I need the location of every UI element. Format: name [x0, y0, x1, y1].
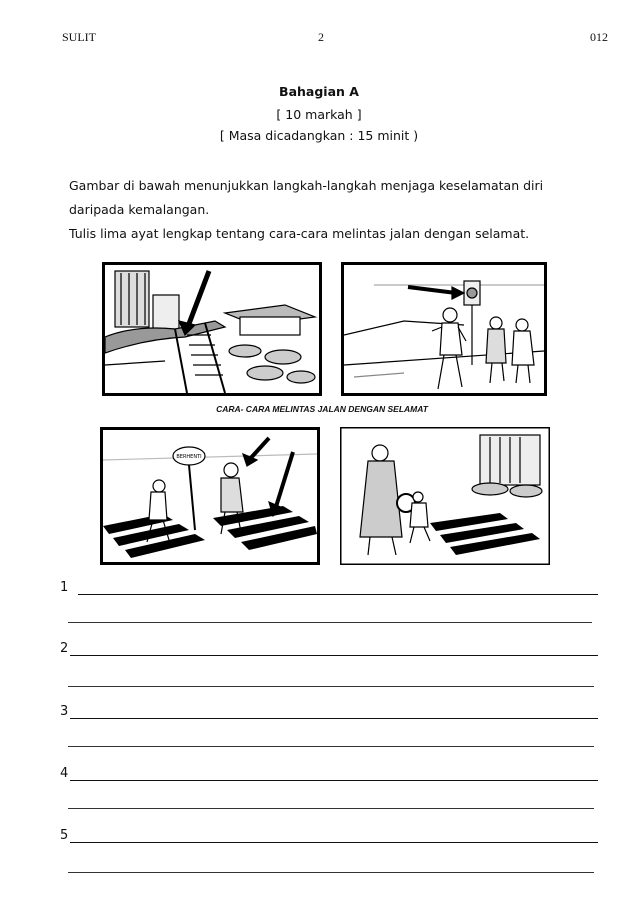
page-number: 2: [318, 30, 324, 44]
picture-crossing-guard: [100, 427, 320, 565]
answer-line-4b[interactable]: [68, 808, 594, 809]
answer-line-1b[interactable]: [68, 622, 592, 623]
paper-code: 012: [590, 30, 608, 44]
instruction-line-3: Tulis lima ayat lengkap tentang cara-cara melintas jalan dengan selamat.: [69, 226, 530, 241]
answer-line-2[interactable]: [70, 655, 598, 656]
answer-number-2: 2: [60, 641, 69, 656]
instruction-line-2: daripada kemalangan.: [69, 202, 210, 217]
answer-number-5: 5: [60, 828, 69, 843]
time-label: [ Masa dicadangkan : 15 minit ): [219, 128, 419, 143]
answer-line-2b[interactable]: [68, 686, 594, 687]
pictures-caption: CARA- CARA MELINTAS JALAN DENGAN SELAMAT: [216, 404, 428, 414]
section-title: Bahagian A: [279, 84, 359, 99]
picture-adult-with-child: [340, 427, 550, 565]
answer-number-4: 4: [60, 766, 69, 781]
answer-line-1[interactable]: [78, 594, 598, 595]
answer-number-3: 3: [60, 704, 69, 719]
picture-overhead-bridge: [102, 262, 322, 396]
header-sulit: SULIT: [62, 30, 96, 44]
instruction-line-1: Gambar di bawah menunjukkan langkah-langkah menjaga keselamatan diri: [69, 178, 544, 193]
answer-line-4[interactable]: [70, 780, 598, 781]
answer-number-1: 1: [60, 580, 69, 595]
answer-line-3[interactable]: [70, 718, 598, 719]
answer-line-3b[interactable]: [68, 746, 594, 747]
answer-line-5b[interactable]: [68, 872, 594, 873]
picture-traffic-light: [341, 262, 547, 396]
stop-sign-text: BERHENTI: [176, 454, 202, 460]
answer-line-5[interactable]: [70, 842, 598, 843]
marks-label: [ 10 markah ]: [276, 107, 362, 122]
